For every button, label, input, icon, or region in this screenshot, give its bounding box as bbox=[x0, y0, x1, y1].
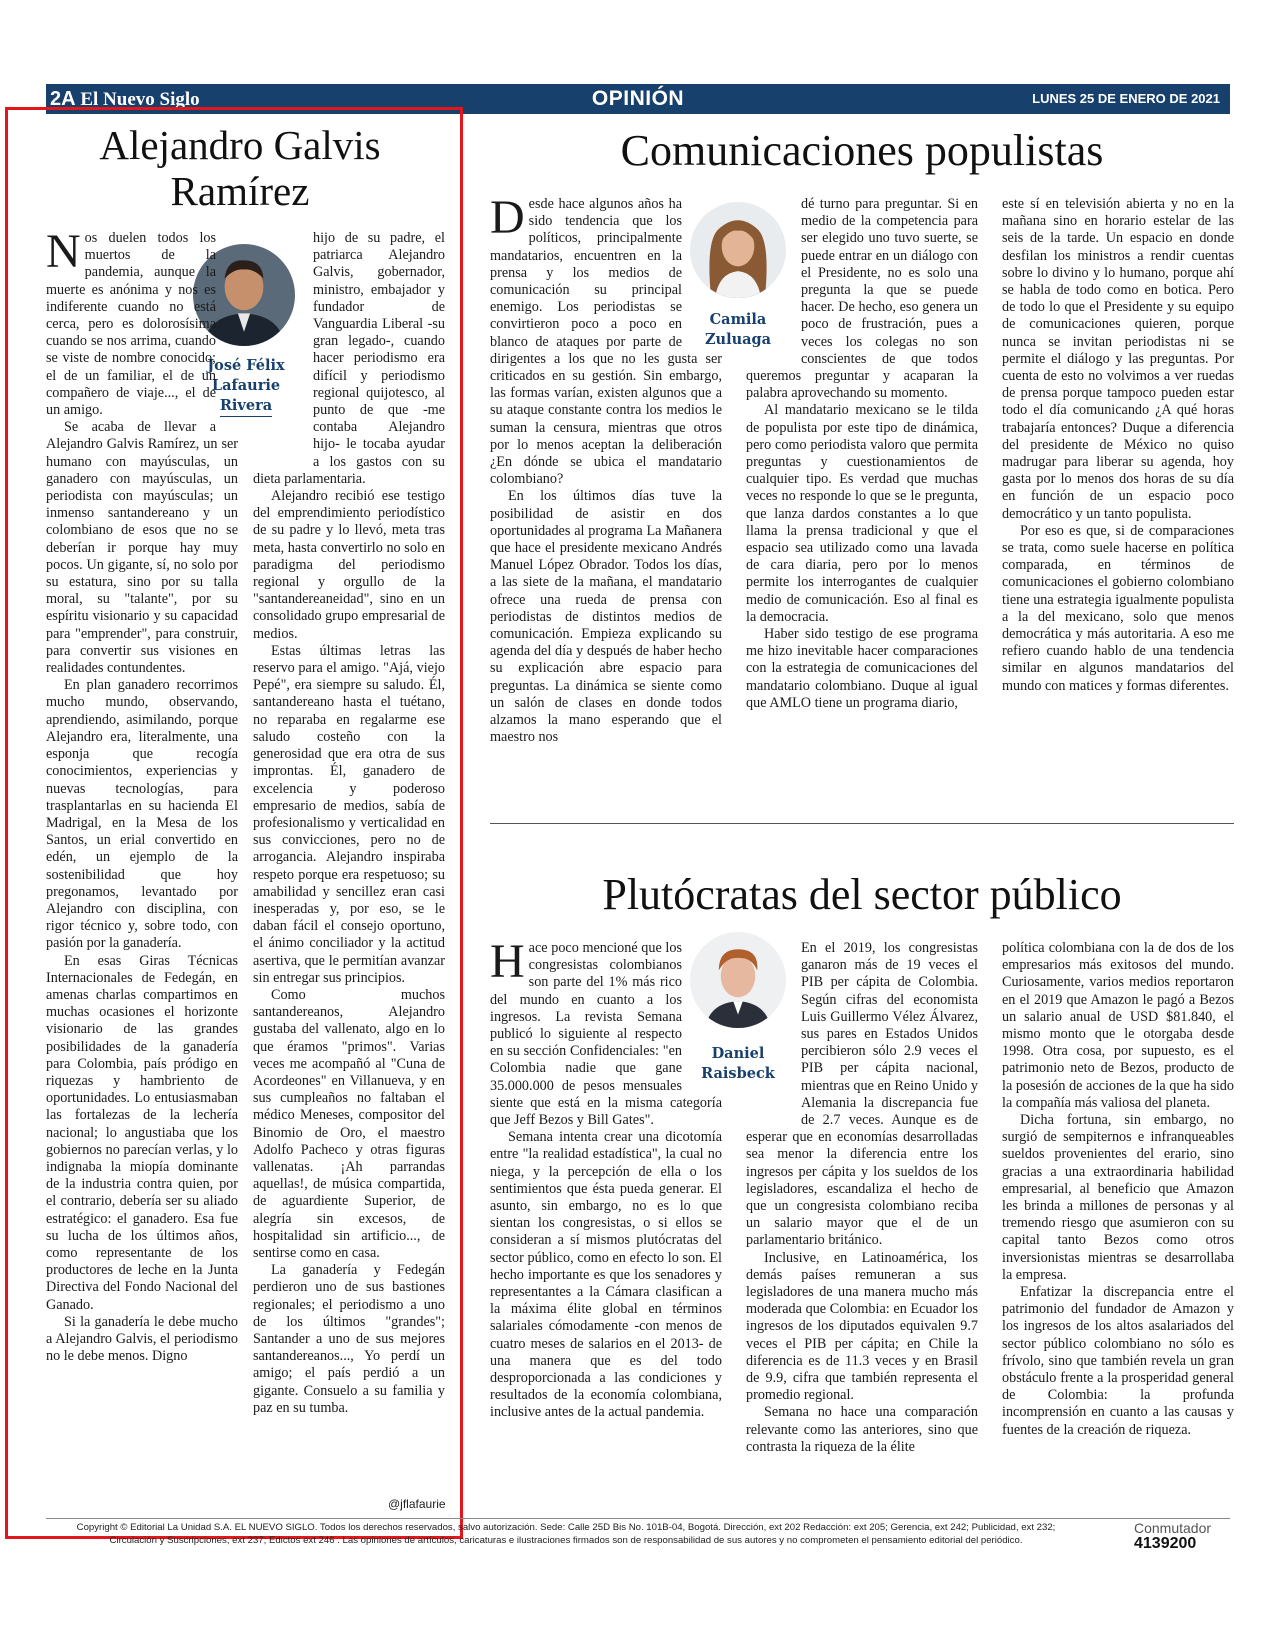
newspaper-name: El Nuevo Siglo bbox=[80, 89, 200, 110]
paragraph: Al mandatario mexicano se le tilda de populista por este tipo de dinámica, pero como periodista valoro que permita preguntas y cuestionamientos de cualquier tipo. Es verdad que muchas veces no responde lo que se le pregunta, que lanza dardos constantes a lo que llama la prensa tradicional y que el espacio sea utilizado como una lavada de cara diaria, pero por lo menos permite los interrogantes de cualquier medio de comunicación. Eso al final es la democracia. bbox=[746, 402, 978, 625]
article-column bbox=[490, 196, 722, 792]
footer-line: Circulación y Suscripciones, ext 237; Edictos ext 246 . Las opiniones de artículos, caricaturas e ilustraciones firmados son de responsabilidad de sus autores y no comprometen el pensamiento editorial del periódico. bbox=[109, 1535, 1023, 1546]
author-name-line: Lafaurie bbox=[211, 377, 281, 394]
drop-cap: D bbox=[490, 196, 525, 244]
wrap-spacer bbox=[682, 196, 722, 346]
wrap-spacer bbox=[682, 940, 722, 1090]
drop-cap: N bbox=[46, 230, 81, 278]
wrap-spacer bbox=[216, 230, 238, 425]
drop-cap: H bbox=[490, 940, 525, 988]
switchboard-label: Conmutador bbox=[1134, 1520, 1212, 1536]
paragraph: Dicha fortuna, sin embargo, no surgió de sempiternos e infranqueables sueldos provenientes del erario, sino gracias a una extraordinaria habilidad empresarial, al beneficio que Amazon les brinda a millones de personas y al tremendo riesgo que asumieron con su capital tanto Bezos como otros inversionistas mientras se desarrollaba la empresa. bbox=[1002, 1112, 1234, 1283]
author-name-line: Zuluaga bbox=[704, 331, 772, 348]
paragraph: política colombiana con la de dos de los empresarios más exitosos del mundo. Curiosamente, varios medios reportaron en el 2019 que Amazon le pagó a Bezos un salario anual de USD $81.840, el mismo monto que le otorgaba desde 1998. Otra cosa, por supuesto, es el patrimonio neto de Bezos, producto de la posesión de acciones de la que ha sido la compañía más valiosa del planeta. bbox=[1002, 940, 1234, 1111]
paragraph: Haber sido testigo de ese programa me hizo inevitable hacer comparaciones con la estrategia de comunicaciones del mandatario colombiano. Duque al igual que AMLO tiene un programa diario, bbox=[746, 626, 978, 711]
paragraph-text: os duelen todos los muertos de la pandemia, aunque la muerte es anónima y nos es indiferente cuando no está cerca, pero es dolorosísima cuando se nos arrima, cuando se viste de nombre conocido; el de un familiar, el de un compañero de viaje..., el de un amigo. bbox=[46, 230, 216, 419]
paragraph: Semana intenta crear una dicotomía entre "la realidad estadística", la cual no niega, y la percepción de ella o los sentimientos que ésta pueda generar. El asunto, sin embargo, no es lo que sientan los congresistas, o si ellos se consideran a sí mismos plutócratas del sector público, como en efecto lo son. El hecho importante es que los senadores y representantes a la Cámara clasifican a la máxima élite global en términos salariales cómodamente -con menos de cuatro meses de salarios en el 2013- de una manera que es del todo desproporcionada a las condiciones y resultados de la economía colombiana, inclusive antes de la actual pandemia. bbox=[490, 1129, 722, 1421]
article-column bbox=[46, 230, 238, 1505]
switchboard-number: 4139200 bbox=[1134, 1535, 1197, 1552]
author-handle: @jflafaurie bbox=[388, 1497, 446, 1511]
article-column bbox=[746, 940, 978, 1510]
footer-line: Copyright © Editorial La Unidad S.A. EL NUEVO SIGLO. Todos los derechos reservados, salvo autorización. Sede: Calle 25D Bis No. 101B-04, Bogotá. Dirección, ext 202 Redacción: ext 205; Gerencia, ext 242; Publicidad, ext 232; bbox=[76, 1522, 1056, 1533]
paragraph: Inclusive, en Latinoamérica, los demás países remuneran a sus legisladores de una manera mucho más moderada que Colombia: en Ecuador los ingresos de los diputados equivalen 9.7 veces el PIB per cápita; en Chile la diferencia es de 11.3 veces y en Brasil de 9.9, cifra que también representa el promedio regional. bbox=[746, 1249, 978, 1404]
article-column bbox=[746, 196, 978, 792]
paragraph-text: ace poco mencioné que los congresistas colombianos son parte del 1% más rico del mundo en cuanto a los ingresos. La revista Semana publicó lo siguiente al respecto en su sección Confidenciales: "en Colombia nadie que gane 35.000.000 de pesos mensuales siente que está en la misma categoría que Jeff Bezos y Bill Gates". bbox=[490, 940, 722, 1129]
article-column bbox=[1002, 196, 1234, 792]
footer-divider bbox=[46, 1518, 1230, 1519]
author-name-line: Daniel bbox=[711, 1045, 765, 1062]
wrap-spacer bbox=[746, 940, 801, 1120]
paragraph: Estas últimas letras las reservo para el amigo. "Ajá, viejo Pepé", era siempre su saludo. Él, santandereano hasta el tuétano, no reparaba en regalarme ese saludo costeño con la generosidad que era otra de sus improntas. Él, ganadero de excelencia y poderoso empresario de medios, sabía de profesionalismo y verticalidad en sus convicciones, pero no de arrogancia. Alejandro inspiraba respeto porque era respetuoso; su amabilidad y sencillez eran casi inesperadas y, por eso, se le daban fácil el consejo oportuno, el ánimo conciliador y la actitud asertiva, que le permitían avanzar sin entregar sus principios. bbox=[253, 642, 445, 986]
footer-legal bbox=[46, 1521, 1086, 1547]
article-column bbox=[253, 230, 445, 1495]
page-number: 2A bbox=[50, 88, 76, 110]
author-name-line: Raisbeck bbox=[701, 1065, 775, 1082]
paragraph: En esas Giras Técnicas Internacionales de Fedegán, en amenas charlas compartimos en muchas ocasiones el horizonte visionario de las grandes posibilidades de la ganadería para Colombia, país pródigo en riquezas y hambriento de oportunidades. Lo entusiasmaban las fortalezas de la lechería nacional; lo angustiaba que los gobiernos no parecían verlas, y lo indignaba la miopía dominante de la industria contra quien, por el contrario, debería ser su aliado estratégico: el ganadero. Esa fue su lucha de los últimos años, como representante de los productores de leche en la Junta Directiva del Fondo Nacional del Ganado. bbox=[46, 952, 238, 1313]
author-name-line: Camila bbox=[709, 311, 767, 328]
paragraph: En los últimos días tuve la posibilidad de asistir en dos oportunidades al programa La Mañanera que hace el presidente mexicano Andrés Manuel López Obrador. Todos los días, a las siete de la mañana, el mandatario ofrece una rueda de prensa con periodistas de distintos medios de comunicación. Empieza explicando su agenda del día y después de haber hecho su explicación abre espacio para preguntas. La dinámica se siente como un salón de clases en donde todos alzamos la mano esperando que el maestro nos bbox=[490, 488, 722, 746]
article-column bbox=[490, 940, 722, 1510]
wrap-spacer bbox=[253, 230, 313, 455]
paragraph: dé turno para preguntar. Si en medio de la competencia para ser elegido uno tuvo suerte, se puede entrar en un diálogo con el Presidente, no es solo una pregunta la que se puede hacer. De hecho, eso genera un poco de frustración, pues a veces los colegas no son conscientes de que todos queremos preguntar y acaparan la palabra aprovechando su momento. bbox=[746, 196, 978, 402]
paragraph: Por eso es que, si de comparaciones se trata, como suele hacerse en política comparada, en términos de comunicaciones el gobierno colombiano tiene una estrategia igualmente populista a la del mexicano, solo que menos democrática y más autoritaria. A eso me refiero cuando hablo de una tendencia similar en algunos mandatarios del mundo con matices y formas diferentes. bbox=[1002, 522, 1234, 694]
section-title: OPINIÓN bbox=[591, 87, 685, 110]
paragraph: Semana no hace una comparación relevante como las anteriores, sino que contrasta la riqueza de la élite bbox=[746, 1404, 978, 1455]
issue-date: LUNES 25 DE ENERO DE 2021 bbox=[1032, 91, 1220, 106]
paragraph bbox=[46, 230, 238, 419]
article-title-plutocratas: Plutócratas del sector público bbox=[602, 870, 1122, 919]
paragraph: Alejandro recibió ese testigo del emprendimiento periodístico de su padre y lo llevó, meta tras meta, hasta convertirlo no solo en paradigma del periodismo regional y orgullo de la "santandereaneidad", sino en un consolidado grupo empresarial de medios. bbox=[253, 488, 445, 642]
author-name-line: Rivera bbox=[220, 396, 272, 417]
paragraph: La ganadería y Fedegán perdieron uno de sus bastiones regionales; el periodismo a uno de los últimos "grandes"; Santander a uno de sus mejores santandereanos..., Yo perdí un amigo; el país perdió a un gigante. Consuelo a su familia y paz en su tumba. bbox=[253, 1262, 445, 1416]
paragraph: En el 2019, los congresistas ganaron más de 19 veces el PIB per cápita de Colombia. Según cifras del economista Luis Guillermo Vélez Álvarez, sus pares en Estados Unidos percibieron sólo 2.9 veces el PIB per cápita nacional, mientras que en Reino Unido y Alemania la discrepancia fue de 2.7 veces. Aunque es de esperar que en economías desarrolladas sea menor la diferencia entre los ingresos per cápita y los sueldos de los legisladores, escandaliza el hecho de que un congresista colombiano reciba un salario mayor que el de un parlamentario británico. bbox=[746, 940, 978, 1249]
paragraph: En plan ganadero recorrimos mucho mundo, observando, aprendiendo, asimilando, porque Alejandro era, literalmente, una esponja que recogía conocimientos, experiencias y nuevas tecnologías, para trasplantarlas en su hacienda El Madrigal, en la Mesa de los Santos, un erial convertido en edén, un ejemplo de la sostenibilidad que hoy pregonamos, levantado por Alejandro con disciplina, con rigor técnico y, sobre todo, con pasión por la ganadería. bbox=[46, 677, 238, 952]
paragraph: Si la ganadería le debe mucho a Alejandro Galvis, el periodismo no le debe menos. Digno bbox=[46, 1313, 238, 1365]
switchboard-box bbox=[1134, 1520, 1224, 1552]
section-divider bbox=[490, 823, 1234, 824]
paragraph: hijo de su padre, el patriarca Alejandro Galvis, gobernador, ministro, embajador y fundador de Vanguardia Liberal -su gran legado-, cuando hacer periodismo era difícil y periodismo regional quijotesco, al punto de que -me contaba Alejandro hijo- le tocaba ayudar a los gastos con su dieta parlamentaria. bbox=[253, 230, 445, 487]
paragraph: este sí en televisión abierta y no en la mañana sino en horario estelar de las seis de la tarde. Un espacio en donde desfilan los ministros a rendir cuentas sobre lo divino y lo humano, porque ahí se habla de todo como en botica. Pero de todo lo que el Presidente y su equipo de comunicaciones quieren, porque nunca se invitan periodistas ni se permite el diálogo y las preguntas. Por cuenta de esto no volvimos a ver ruedas de prensa porque tampoco pueden estar todo el día comunicando ¿A qué horas trabajaría entonces? Duque a diferencia del presidente de México no quiso madrugar para liberar su agenda, hoy gasta por lo menos dos horas de su día en función de un espacio poco democrático y un tanto populista. bbox=[1002, 196, 1234, 522]
author-name-line: José Félix bbox=[207, 357, 285, 374]
article-column bbox=[1002, 940, 1234, 1510]
paragraph: Como muchos santandereanos, Alejandro gustaba del vallenato, algo en lo que éramos "primos". Varias veces me acompañó al "Cuna de Acordeones" en Villanueva, y en sus cumpleaños no faltaban el médico Meneses, compositor del Binomio de Oro, el maestro Adolfo Pacheco y otras figuras vallenatas. ¡Ah parrandas aquellas!, de música compartida, de aguardiente Superior, de alegría sin excesos, de hospitalidad sin artificio..., de sentirse como en casa. bbox=[253, 986, 445, 1261]
paragraph-text: esde hace algunos años ha sido tendencia que los políticos, principalmente mandatarios, encuentren en la prensa y los medios de comunicación su principal enemigo. Los periodistas se convirtieron poco a poco en blanco de ataques por parte de dirigentes a los que no les gusta ser criticados en su gestión. Sin embargo, las formas varían, existen algunos que a su ataque constante contra los medios le suman la censura, mientras que otros por lo menos aceptan la deliberación ¿En dónde se ubica el mandatario colombiano? bbox=[490, 196, 722, 488]
wrap-spacer bbox=[746, 196, 801, 361]
paragraph: Se acaba de llevar a Alejandro Galvis Ramírez, un ser humano con mayúsculas, un ganadero con mayúsculas, un periodista con mayúsculas; un inmenso santandereano y un colombiano de esos que no se deberían ir porque hay muy pocos. Un gigante, sí, no solo por su estatura, sino por su talla moral, su "talante", por su espíritu visionario y su capacidad para "emprender", para construir, para convertir sus visiones en realidades contundentes. bbox=[46, 419, 238, 677]
paragraph: Enfatizar la discrepancia entre el patrimonio del fundador de Amazon y los ingresos de los altos asalariados del sector público colombiano no sólo es frívolo, sino que también revela un gran obstáculo frente a la prosperidad general de Colombia: la profunda incomprensión en cuanto a las causas y fuentes de la creación de riqueza. bbox=[1002, 1284, 1234, 1438]
article-title-galvis: Alejandro Galvis Ramírez bbox=[99, 122, 381, 214]
article-title-comunicaciones: Comunicaciones populistas bbox=[620, 126, 1104, 175]
